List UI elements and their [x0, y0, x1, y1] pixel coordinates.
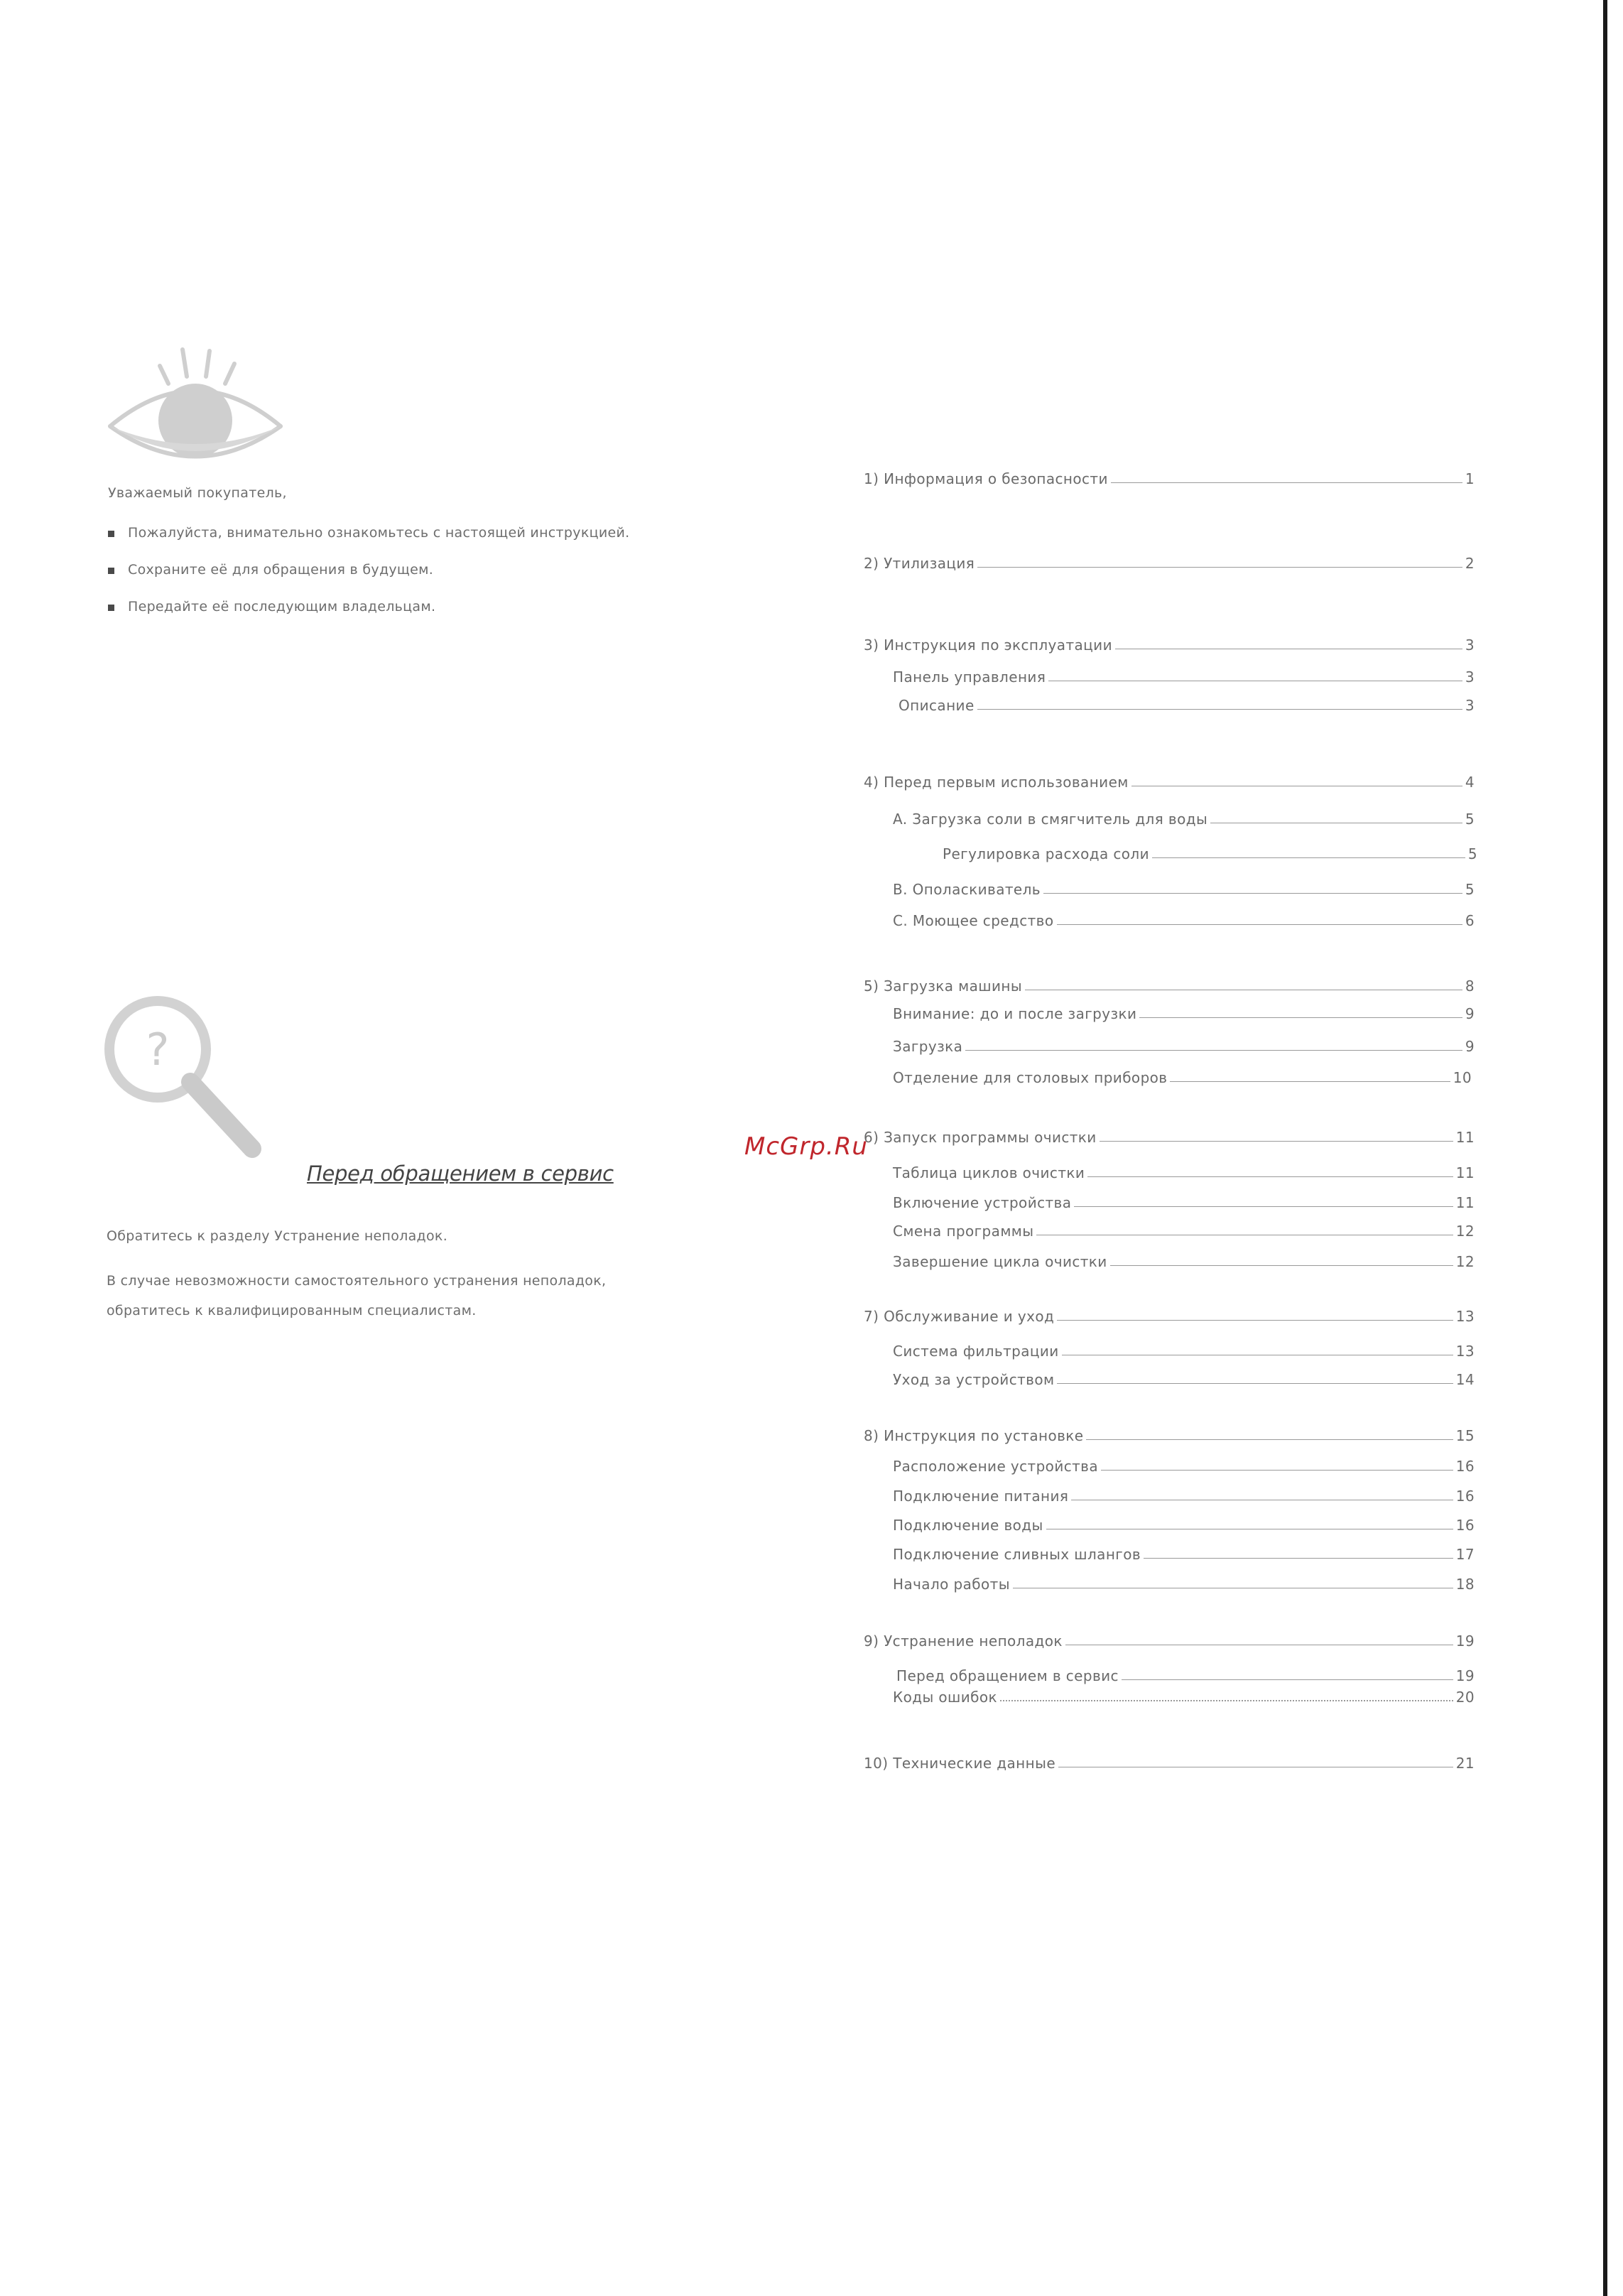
toc-entry[interactable]: Расположение устройства 16 — [893, 1458, 1475, 1475]
toc-entry[interactable]: 7) Обслуживание и уход 13 — [864, 1308, 1475, 1325]
page-right-border — [1603, 0, 1607, 2296]
toc-entry[interactable]: Смена программы 12 — [893, 1223, 1475, 1240]
toc-entry[interactable]: 1) Информация о безопасности 1 — [864, 470, 1475, 487]
toc-entry[interactable]: Панель управления 3 — [893, 668, 1475, 686]
service-line: обратитесь к квалифицированным специалистам. — [107, 1303, 477, 1318]
toc-entry[interactable]: Включение устройства 11 — [893, 1194, 1475, 1211]
eye-icon — [103, 341, 288, 462]
toc-entry[interactable]: C. Моющее средство 6 — [893, 912, 1475, 929]
intro-bullet: Пожалуйста, внимательно ознакомьтесь с настоящей инструкцией. — [108, 522, 629, 559]
toc-entry[interactable]: Регулировка расхода соли 5 — [943, 845, 1477, 862]
toc-entry[interactable]: Коды ошибок 20 — [893, 1689, 1475, 1706]
svg-text:?: ? — [146, 1024, 170, 1076]
toc-entry[interactable]: 4) Перед первым использованием 4 — [864, 774, 1475, 791]
toc-entry[interactable]: Подключение питания 16 — [893, 1488, 1475, 1505]
intro-bullet: Сохраните её для обращения в будущем. — [108, 559, 629, 596]
toc-entry[interactable]: Подключение сливных шлангов 17 — [893, 1546, 1475, 1563]
toc-entry[interactable]: 10) Технические данные 21 — [864, 1755, 1475, 1772]
toc-entry[interactable]: B. Ополаскиватель 5 — [893, 881, 1475, 898]
toc-entry[interactable]: Таблица циклов очистки 11 — [893, 1164, 1475, 1181]
toc-entry[interactable]: Внимание: до и после загрузки 9 — [893, 1005, 1475, 1022]
intro-bullet-list — [108, 522, 629, 633]
service-line: В случае невозможности самостоятельного устранения неполадок, — [107, 1273, 607, 1289]
magnifier-question-icon — [99, 991, 270, 1169]
toc-entry[interactable]: Описание 3 — [899, 697, 1475, 714]
intro-bullet: Передайте её последующим владельцам. — [108, 596, 629, 633]
toc-entry[interactable]: Подключение воды 16 — [893, 1517, 1475, 1534]
toc-entry[interactable]: Начало работы 18 — [893, 1576, 1475, 1593]
toc-entry[interactable]: 5) Загрузка машины 8 — [864, 978, 1475, 995]
toc-entry[interactable]: 9) Устранение неполадок 19 — [864, 1632, 1475, 1650]
toc-entry[interactable]: A. Загрузка соли в смягчитель для воды 5 — [893, 811, 1475, 828]
toc-entry[interactable]: Загрузка 9 — [893, 1038, 1475, 1055]
toc-entry[interactable]: 8) Инструкция по установке 15 — [864, 1427, 1475, 1444]
toc-entry[interactable]: 6) Запуск программы очистки 11 — [864, 1129, 1475, 1146]
toc-entry[interactable]: Уход за устройством 14 — [893, 1371, 1475, 1388]
toc-entry[interactable]: Завершение цикла очистки 12 — [893, 1253, 1475, 1270]
toc-entry[interactable]: Перед обращением в сервис 19 — [896, 1667, 1475, 1684]
toc-entry[interactable]: 3) Инструкция по эксплуатации 3 — [864, 637, 1475, 654]
toc-entry[interactable]: Отделение для столовых приборов 10 — [893, 1069, 1472, 1086]
watermark-text: McGrp.Ru — [744, 1132, 868, 1161]
greeting-text: Уважаемый покупатель, — [108, 485, 287, 501]
service-line: Обратитесь к разделу Устранение неполадок. — [107, 1228, 448, 1244]
service-heading: Перед обращением в сервис — [307, 1161, 614, 1186]
toc-entry[interactable]: 2) Утилизация 2 — [864, 555, 1475, 572]
toc-entry[interactable]: Система фильтрации 13 — [893, 1343, 1475, 1360]
